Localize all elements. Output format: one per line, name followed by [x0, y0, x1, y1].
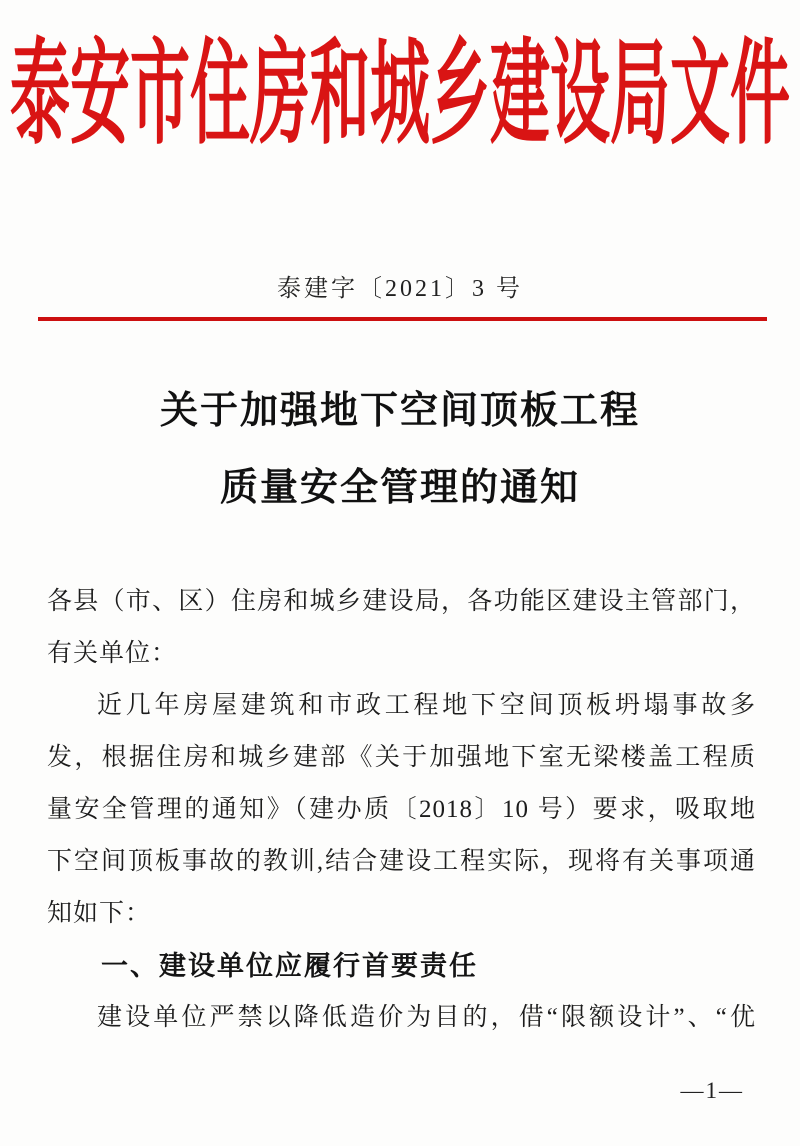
page-number: —1— — [680, 1078, 744, 1103]
document-number: 泰建字〔2021〕3 号 — [277, 276, 523, 302]
body-line: 一、建设单位应履行首要责任 — [101, 951, 478, 981]
body-line: 量安全管理的通知》（建办质〔2018〕10 号）要求，吸取地 — [47, 796, 756, 823]
body-line: 下空间顶板事故的教训,结合建设工程实际，现将有关事项通 — [47, 848, 756, 875]
body-line: 建设单位严禁以降低造价为目的，借“限额设计”、“优 — [97, 1004, 756, 1031]
body-line: 有关单位： — [47, 640, 178, 667]
body-line: 发，根据住房和城乡建部《关于加强地下室无梁楼盖工程质 — [47, 744, 756, 771]
body-line: 近几年房屋建筑和市政工程地下空间顶板坍塌事故多 — [97, 692, 756, 719]
document-title-line-2: 质量安全管理的通知 — [219, 467, 580, 509]
document-title — [0, 373, 800, 527]
body-line: 各县（市、区）住房和城乡建设局，各功能区建设主管部门， — [47, 588, 756, 615]
red-divider-rule — [38, 317, 767, 321]
document-title-line-1: 关于加强地下空间顶板工程 — [159, 390, 640, 432]
document-body — [47, 576, 756, 1044]
letterhead-title: 泰安市住房和城乡建设局文件 — [10, 32, 790, 158]
body-line: 知如下： — [47, 900, 152, 927]
